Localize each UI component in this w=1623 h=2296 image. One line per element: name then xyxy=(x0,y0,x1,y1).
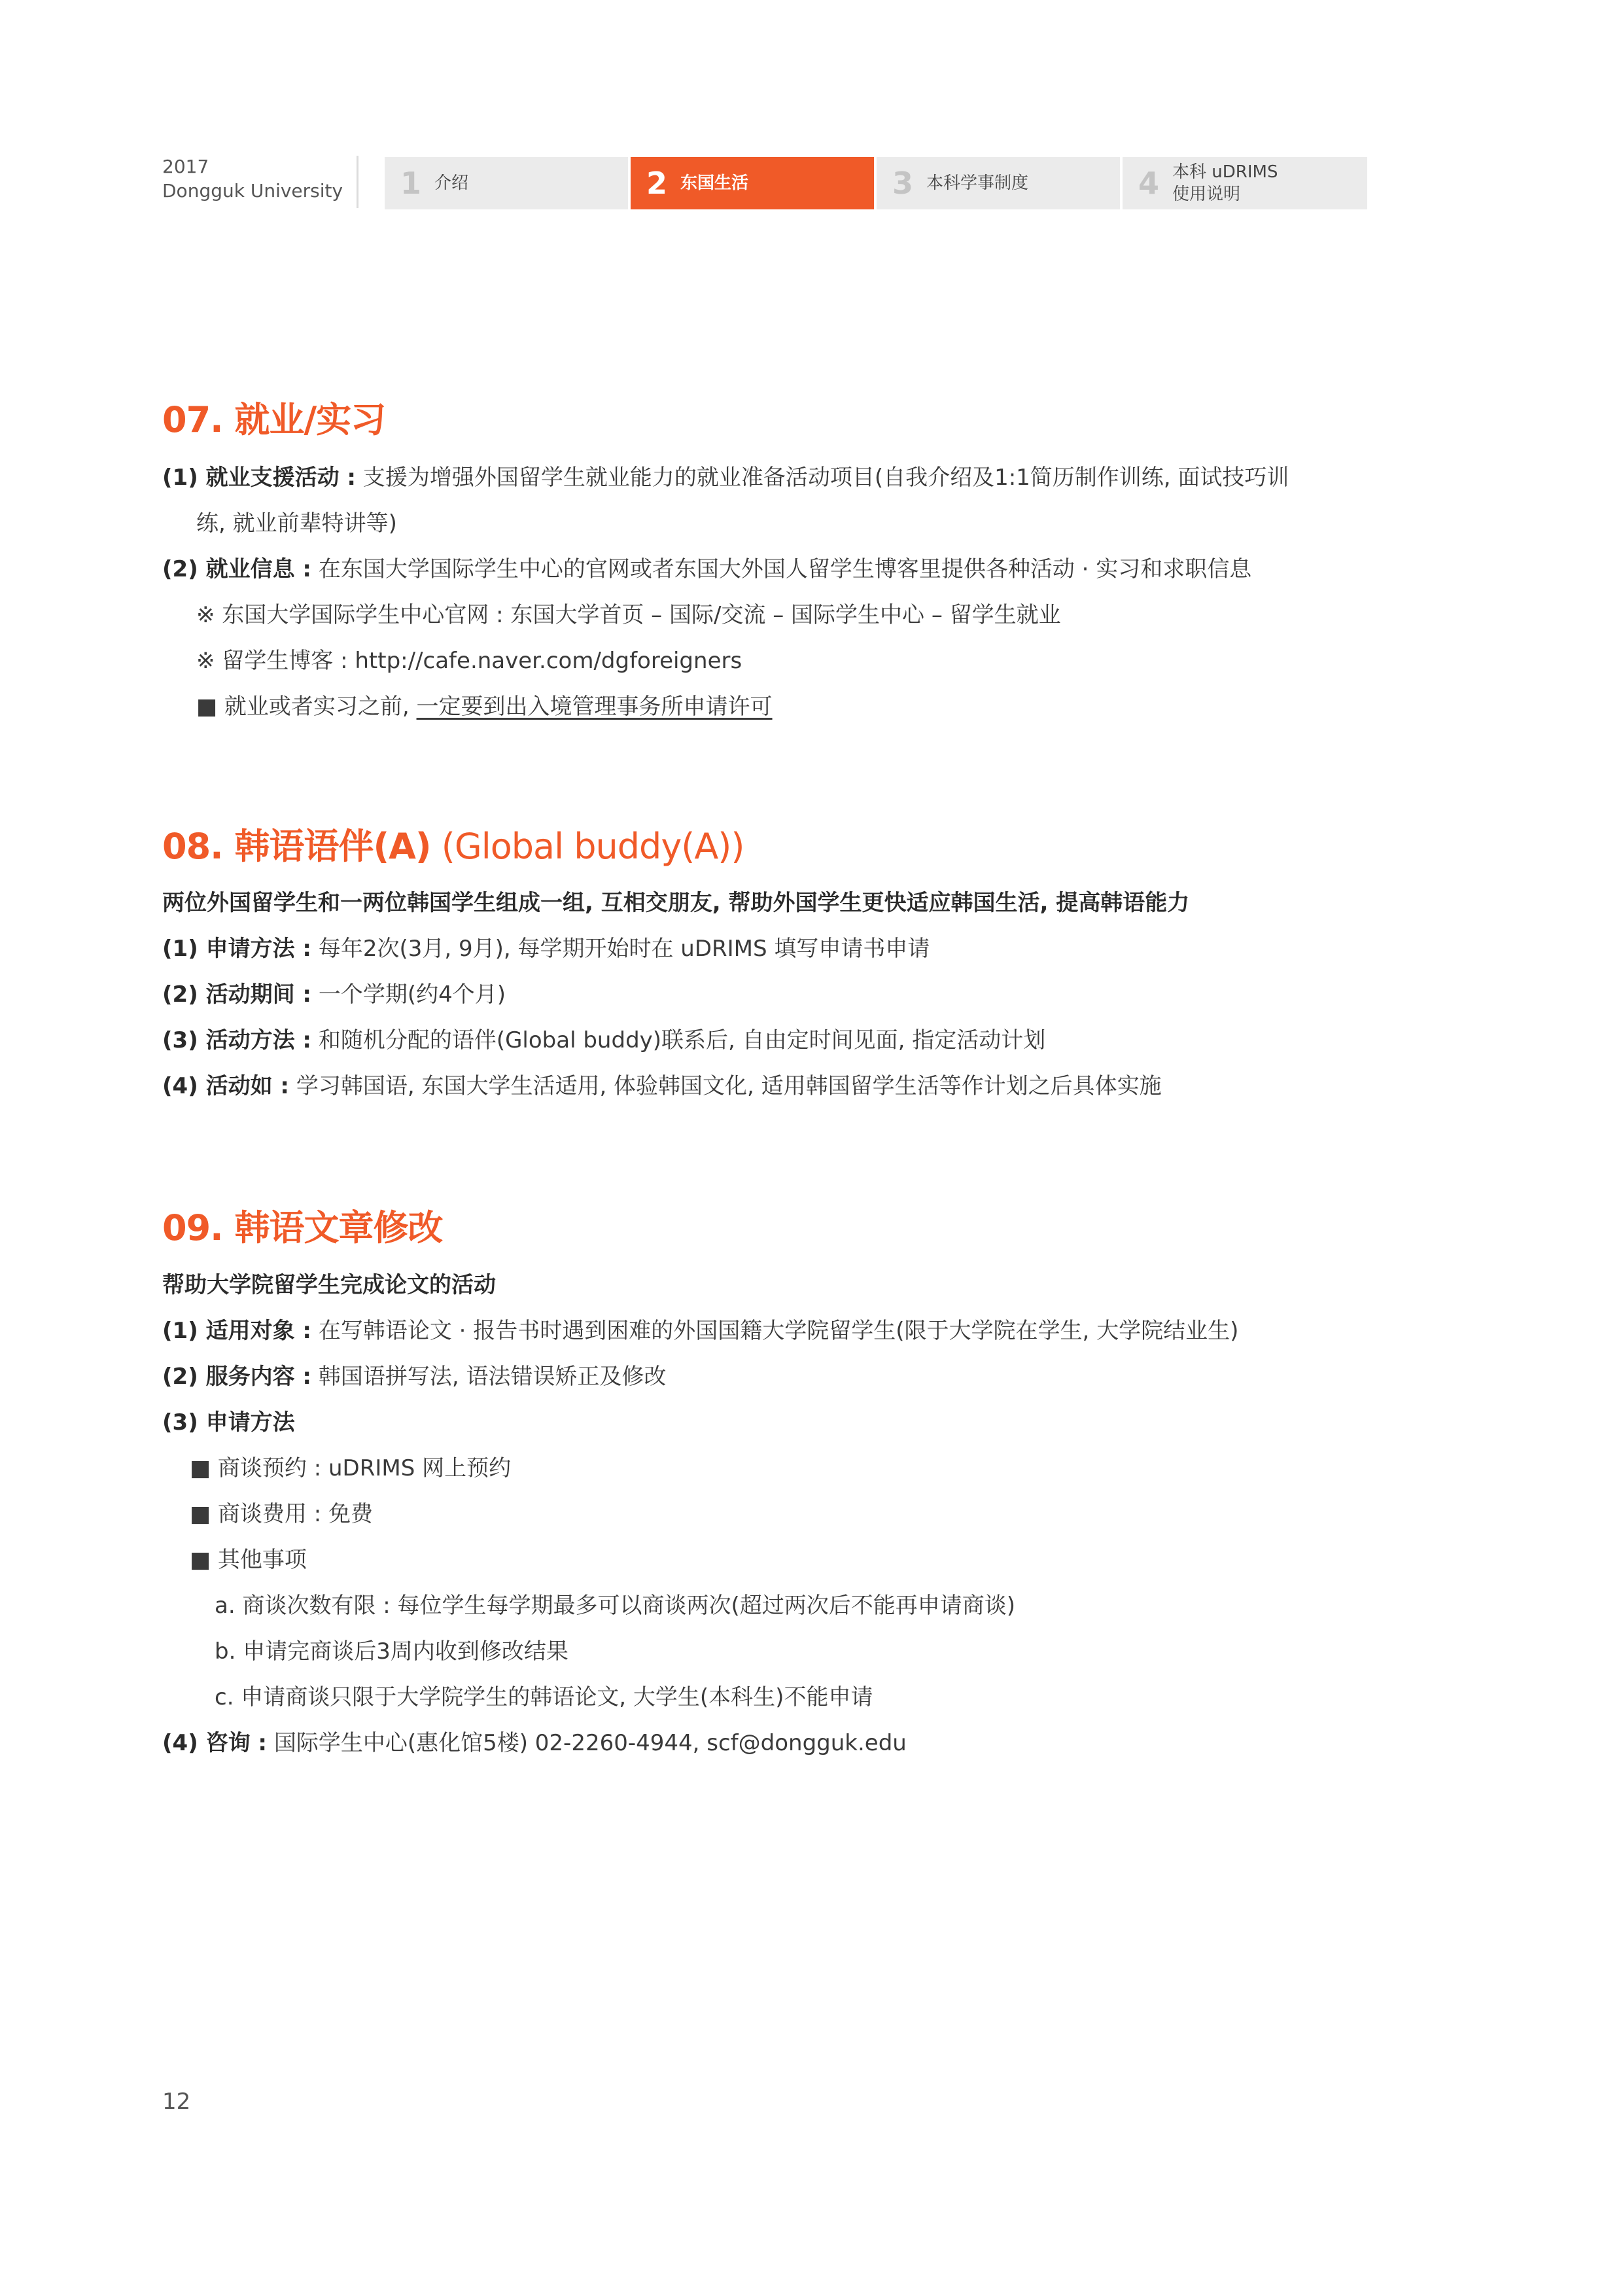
item-text: 支援为增强外国留学生就业能力的就业准备活动项目(自我介绍及1:1简历制作训练, 面试技巧训 xyxy=(356,465,1289,491)
s08-item-1 xyxy=(162,934,930,963)
s09-bullet-2: ■ 商谈费用 : 免费 xyxy=(190,1501,374,1527)
tab-intro[interactable] xyxy=(385,157,628,209)
s07-note-2: ※ 留学生博客 : http://cafe.naver.com/dgforeigners xyxy=(196,648,742,674)
tab-udrims-guide[interactable] xyxy=(1123,157,1367,209)
item-label: (1) 申请方法 : xyxy=(162,936,312,962)
tab-number: 4 xyxy=(1138,166,1160,201)
tab-label-line2: 使用说明 xyxy=(1172,185,1241,204)
s09-item-1 xyxy=(162,1316,1238,1345)
s09-bullet-1: ■ 商谈预约 : uDRIMS 网上预约 xyxy=(190,1455,512,1481)
s08-intro xyxy=(162,889,1189,917)
tab-label: 本科学事制度 xyxy=(926,173,1029,193)
item-label: (2) 就业信息 : xyxy=(162,556,312,582)
item-label: (2) 活动期间 : xyxy=(162,981,312,1008)
s07-item-1 xyxy=(162,463,1289,492)
s09-bullet-3: ■ 其他事项 xyxy=(190,1547,307,1573)
s07-item-2 xyxy=(162,555,1251,584)
s07-note-3 xyxy=(196,692,773,721)
s09-item-4 xyxy=(162,1729,907,1757)
brand-year: 2017 xyxy=(162,156,209,177)
tab-number: 2 xyxy=(646,166,668,201)
item-label: (3) 申请方法 xyxy=(162,1409,295,1436)
intro-text: 帮助大学院留学生完成论文的活动 xyxy=(162,1272,496,1298)
brand-university: Dongguk University xyxy=(162,180,343,202)
s09-sub-b: b. 申请完商谈后3周内收到修改结果 xyxy=(215,1638,568,1665)
intro-text: 两位外国留学生和一两位韩国学生组成一组, 互相交朋友, 帮助外国学生更快适应韩国生活, 提高韩语能力 xyxy=(162,890,1190,916)
s09-sub-c: c. 申请商谈只限于大学院学生的韩语论文, 大学生(本科生)不能申请 xyxy=(215,1684,873,1710)
item-label: (4) 咨询 : xyxy=(162,1730,268,1756)
item-text: 和随机分配的语伴(Global buddy)联系后, 自由定时间见面, 指定活动计划 xyxy=(311,1027,1046,1053)
section-09-title: 09. 韩语文章修改 xyxy=(162,1207,443,1248)
item-text: 国际学生中心(惠化馆5楼) 02-2260-4944, scf@dongguk.edu xyxy=(267,1730,907,1756)
s09-intro xyxy=(162,1271,496,1299)
item-text: 一个学期(约4个月) xyxy=(311,981,506,1008)
title-main: 08. 韩语语伴(A) xyxy=(162,826,431,867)
s09-item-3 xyxy=(162,1408,295,1437)
item-text: 韩国语拼写法, 语法错误矫正及修改 xyxy=(311,1364,667,1390)
item-text: 每年2次(3月, 9月), 每学期开始时在 uDRIMS 填写申请书申请 xyxy=(311,936,930,962)
note-underlined: 一定要到出入境管理事务所申请许可 xyxy=(416,694,773,720)
tab-number: 1 xyxy=(400,166,422,201)
tab-label: 介绍 xyxy=(434,173,469,193)
section-07-title: 07. 就业/实习 xyxy=(162,399,386,440)
tab-academic-system[interactable] xyxy=(877,157,1120,209)
brand xyxy=(162,154,343,203)
s07-note-1: ※ 东国大学国际学生中心官网 : 东国大学首页 – 国际/交流 – 国际学生中心 – 留学生就业 xyxy=(196,602,1061,628)
tab-dongguk-life[interactable] xyxy=(631,157,874,209)
item-label: (3) 活动方法 : xyxy=(162,1027,312,1053)
tab-label: 东国生活 xyxy=(680,173,749,193)
item-text: 学习韩国语, 东国大学生活适用, 体验韩国文化, 适用韩国留学生活等作计划之后具体实施 xyxy=(289,1073,1162,1099)
s09-sub-a: a. 商谈次数有限 : 每位学生每学期最多可以商谈两次(超过两次后不能再申请商谈) xyxy=(215,1593,1016,1619)
s08-item-3 xyxy=(162,1026,1045,1055)
tab-number: 3 xyxy=(892,166,914,201)
item-text: 在东国大学国际学生中心的官网或者东国大外国人留学生博客里提供各种活动 · 实习和求职信息 xyxy=(311,556,1252,582)
s07-item-1-cont: 练, 就业前辈特讲等) xyxy=(196,510,397,537)
tab-label-line1: 本科 uDRIMS xyxy=(1172,162,1278,182)
section-08-title xyxy=(162,826,744,868)
item-label: (1) 就业支援活动 : xyxy=(162,465,357,491)
page-number: 12 xyxy=(162,2089,191,2115)
tab-label xyxy=(1172,161,1278,205)
s08-item-2 xyxy=(162,980,506,1009)
header-divider xyxy=(357,156,358,208)
note-text: ■ 就业或者实习之前, xyxy=(196,694,417,720)
item-label: (2) 服务内容 : xyxy=(162,1364,312,1390)
item-label: (4) 活动如 : xyxy=(162,1073,290,1099)
item-label: (1) 适用对象 : xyxy=(162,1318,312,1344)
title-light: (Global buddy(A)) xyxy=(430,826,744,867)
s09-item-2 xyxy=(162,1362,666,1391)
s08-item-4 xyxy=(162,1072,1162,1101)
item-text: 在写韩语论文 · 报告书时遇到困难的外国国籍大学院留学生(限于大学院在学生, 大学院结业生) xyxy=(311,1318,1239,1344)
